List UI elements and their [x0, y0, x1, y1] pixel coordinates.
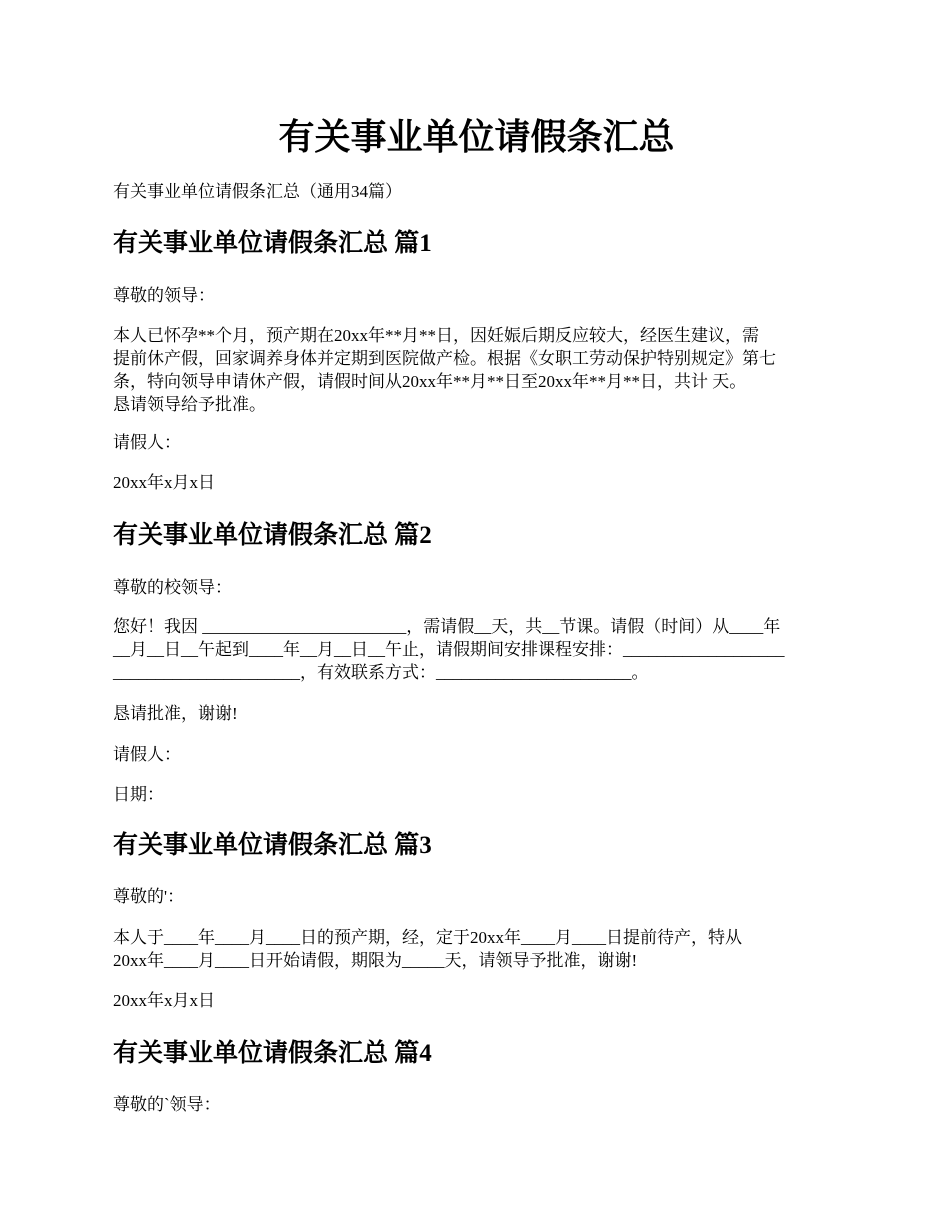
section-1-body-line: 条，特向领导申请休产假，请假时间从20xx年**月**日至20xx年**月**日，共计 天。 — [113, 372, 747, 391]
section-2-heading: 有关事业单位请假条汇总 篇2 — [113, 522, 432, 549]
section-1-body-line: 提前休产假，回家调养身体并定期到医院做产检。根据《女职工劳动保护特别规定》第七 — [113, 349, 776, 368]
section-1-body — [113, 324, 840, 416]
section-3-heading: 有关事业单位请假条汇总 篇3 — [113, 832, 432, 859]
section-2-body-line: 您好！我因 ________________________，需请假__天，共__节课。请假（时间）从____年 — [113, 617, 781, 636]
section-1-signature: 请假人： — [113, 433, 181, 452]
section-2-closing: 恳请批准，谢谢! — [113, 704, 238, 723]
section-2-salutation: 尊敬的校领导： — [113, 578, 232, 597]
section-3-body-line: 本人于____年____月____日的预产期，经，定于20xx年____月____日提前待产，特从 — [113, 928, 742, 947]
section-1-salutation: 尊敬的领导： — [113, 286, 215, 305]
section-3-body-line: 20xx年____月____日开始请假，期限为_____天，请领导予批准，谢谢! — [113, 951, 638, 970]
section-4-heading: 有关事业单位请假条汇总 篇4 — [113, 1040, 432, 1067]
section-2-body-line: __月__日__午起到____年__月__日__午止，请假期间安排课程安排：___________________ — [113, 640, 785, 659]
section-1-body-line: 恳请领导给予批准。 — [113, 395, 266, 414]
section-2-body-line: ______________________，有效联系方式：_______________________。 — [113, 663, 649, 682]
section-3-body — [113, 926, 840, 972]
section-2-body — [113, 615, 840, 684]
section-1-date: 20xx年x月x日 — [113, 473, 215, 492]
section-4-salutation: 尊敬的`领导： — [113, 1095, 221, 1114]
section-3-date: 20xx年x月x日 — [113, 991, 215, 1010]
section-2-date: 日期： — [113, 785, 164, 804]
section-1-body-line: 本人已怀孕**个月，预产期在20xx年**月**日，因妊娠后期反应较大，经医生建议，需 — [113, 326, 759, 345]
document-subtitle: 有关事业单位请假条汇总（通用34篇） — [113, 182, 402, 201]
section-1-heading: 有关事业单位请假条汇总 篇1 — [113, 230, 432, 257]
document-title: 有关事业单位请假条汇总 — [278, 117, 675, 157]
section-2-signature: 请假人： — [113, 745, 181, 764]
section-3-salutation: 尊敬的'： — [113, 887, 185, 906]
